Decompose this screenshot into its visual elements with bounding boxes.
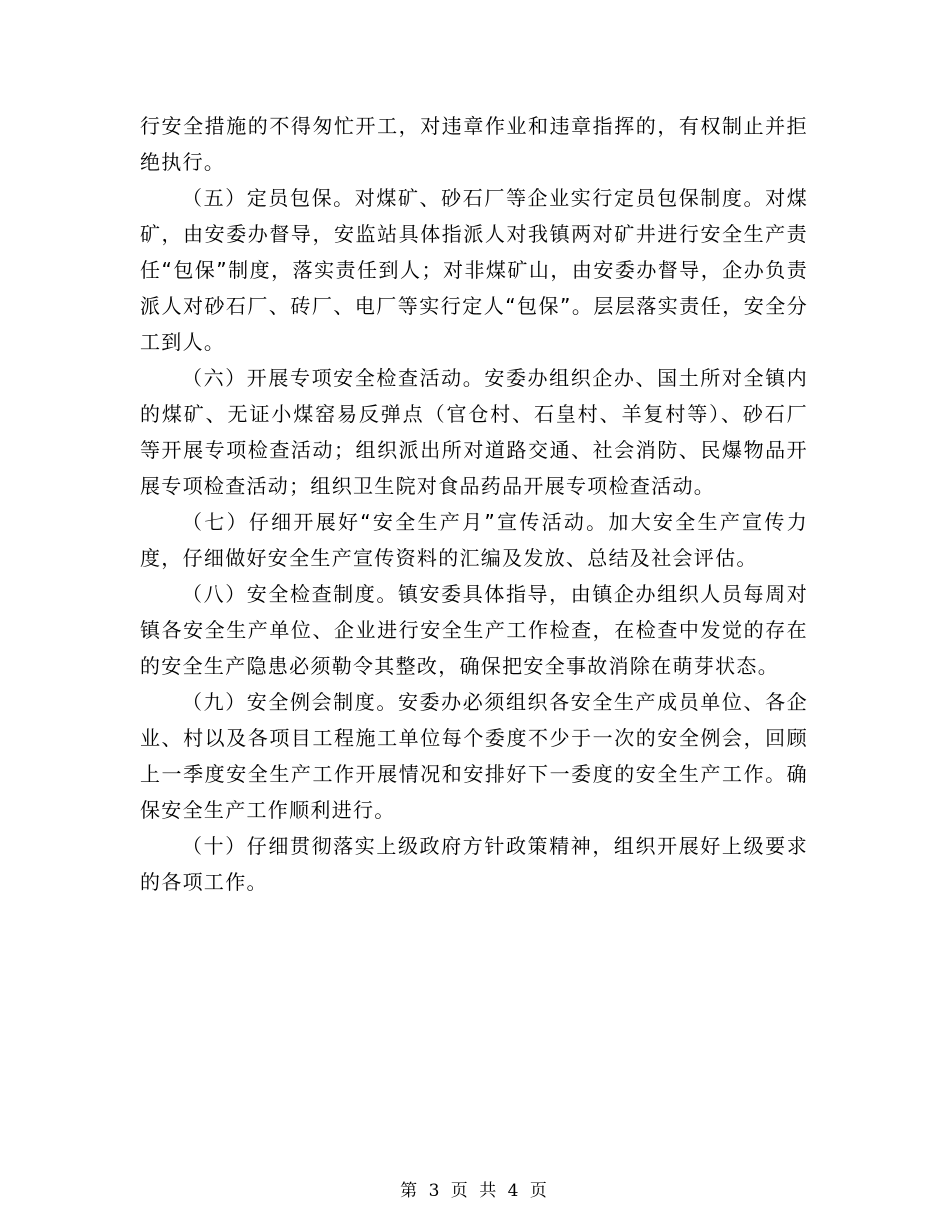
paragraph-item-7: （七）仔细开展好“安全生产月”宣传活动。加大安全生产宣传力度，仔细做好安全生产宣传资料的汇编及发放、总结及社会评估。	[140, 510, 808, 570]
page-number-footer: 第 3 页 共 4 页	[400, 1181, 550, 1201]
paragraph-continuation: 行安全措施的不得匆忙开工，对违章作业和违章指挥的，有权制止并拒绝执行。	[140, 114, 808, 174]
paragraph-item-6: （六）开展专项安全检查活动。安委办组织企办、国土所对全镇内的煤矿、无证小煤窑易反弹点（官仓村、石皇村、羊复村等）、砂石厂等开展专项检查活动；组织派出所对道路交通、社会消防、民爆物品开展专项检查活动；组织卫生院对食品药品开展专项检查活动。	[140, 366, 808, 498]
paragraph-item-5: （五）定员包保。对煤矿、砂石厂等企业实行定员包保制度。对煤矿，由安委办督导，安监站具体指派人对我镇两对矿井进行安全生产责任“包保”制度，落实责任到人；对非煤矿山，由安委办督导，企办负责派人对砂石厂、砖厂、电厂等实行定人“包保”。层层落实责任，安全分工到人。	[140, 186, 808, 354]
paragraph-item-10: （十）仔细贯彻落实上级政府方针政策精神，组织开展好上级要求的各项工作。	[140, 834, 808, 894]
paragraph-item-8: （八）安全检查制度。镇安委具体指导，由镇企办组织人员每周对镇各安全生产单位、企业进行安全生产工作检查，在检查中发觉的存在的安全生产隐患必须勒令其整改，确保把安全事故消除在萌芽状态。	[140, 582, 808, 678]
paragraph-item-9: （九）安全例会制度。安委办必须组织各安全生产成员单位、各企业、村以及各项目工程施工单位每个委度不少于一次的安全例会，回顾上一季度安全生产工作开展情况和安排好下一委度的安全生产工作。确保安全生产工作顺利进行。	[140, 690, 808, 822]
document-body	[140, 108, 808, 900]
